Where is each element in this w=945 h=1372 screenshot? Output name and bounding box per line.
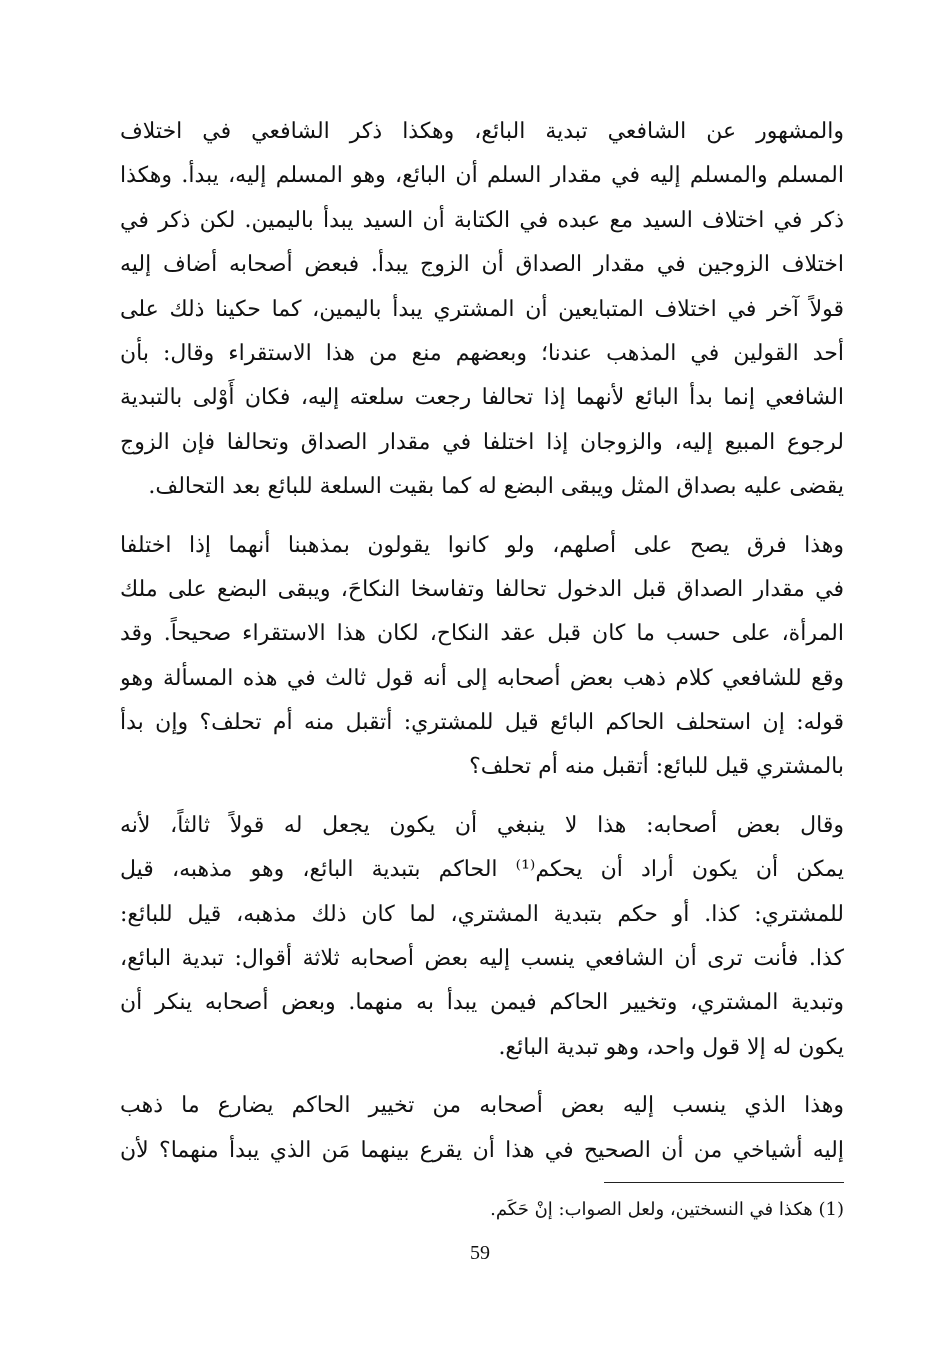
text-line: إليه أشياخي من أن الصحيح في هذا أن يقرع بينهما مَن الذي يبدأ منهما؟ لأن bbox=[120, 1137, 844, 1163]
text-line: ذكر في اختلاف السيد مع عبده في الكتابة أن السيد يبدأ باليمين. لكن ذكر في bbox=[120, 207, 844, 233]
text-line: وتبدية المشتري، وتخيير الحاكم فيمن يبدأ به منهما. وبعض أصحابه ينكر أن bbox=[120, 990, 844, 1016]
text-line: للمشتري: كذا. أو حكم بتبدية المشتري، لما كان ذلك مذهبه، قيل للبائع: bbox=[120, 901, 844, 927]
paragraph-2 bbox=[120, 524, 844, 790]
text-line: قوله: إن استحلف الحاكم البائع قيل للمشتري: أتقبل منه أم تحلف؟ وإن بدأ bbox=[120, 710, 844, 736]
text-line: قولاً آخر في اختلاف المتبايعين أن المشتري يبدأ باليمين، كما حكينا ذلك على bbox=[120, 296, 844, 322]
text-line: الشافعي إنما بدأ البائع لأنهما إذا تحالفا رجعت سلعته إليه، فكان أَوْلى بالتبدية bbox=[120, 385, 844, 411]
paragraph-3 bbox=[120, 804, 844, 1070]
text-line: يمكن أن يكون أراد أن يحكم⁽¹⁾ الحاكم بتبدية البائع، وهو مذهبه، قيل bbox=[120, 857, 844, 883]
text-line: المسلم والمسلم إليه في مقدار السلم أن البائع، وهو المسلم إليه، يبدأ. وهكذا bbox=[120, 163, 844, 189]
text-line: بالمشتري قيل للبائع: أتقبل منه أم تحلف؟ bbox=[469, 754, 844, 780]
paragraph-1 bbox=[120, 110, 844, 510]
text-line: كذا. فأنت ترى أن الشافعي ينسب إليه بعض أصحابه ثلاثة أقوال: تبدية البائع، bbox=[120, 946, 844, 972]
footnote: (1) هكذا في النسختين، ولعل الصواب: إنْ حَكَم. bbox=[490, 1199, 844, 1220]
text-line: في مقدار الصداق قبل الدخول تحالفا وتفاسخا النكاحَ، ويبقى البضع على ملك bbox=[120, 576, 844, 602]
text-line: وقال بعض أصحابه: هذا لا ينبغي أن يكون يجعل له قولاً ثالثاً، لأنه bbox=[120, 812, 844, 838]
text-line: المرأة، على حسب ما كان قبل عقد النكاح، لكان هذا الاستقراء صحيحاً. وقد bbox=[120, 621, 844, 647]
text-line: يكون له إلا قول واحد، وهو تبدية البائع. bbox=[498, 1034, 844, 1060]
text-line: يقضى عليه بصداق المثل ويبقى البضع له كما بقيت السلعة للبائع بعد التحالف. bbox=[148, 474, 844, 500]
text-line: أحد القولين في المذهب عندنا؛ وبعضهم منع من هذا الاستقراء وقال: بأن bbox=[120, 340, 844, 366]
footnote-separator bbox=[604, 1182, 844, 1183]
text-line: لرجوع المبيع إليه، والزوجان إذا اختلفا في مقدار الصداق وتحالفا فإن الزوج bbox=[120, 429, 844, 455]
text-line: وهذا فرق يصح على أصلهم، ولو كانوا يقولون بمذهبنا أنهما إذا اختلفا bbox=[120, 532, 844, 558]
main-text bbox=[120, 110, 844, 1173]
text-line: وهذا الذي ينسب إليه بعض أصحابه من تخيير الحاكم يضارع ما ذهب bbox=[120, 1093, 844, 1119]
text-line: اختلاف الزوجين في مقدار الصداق أن الزوج يبدأ. فبعض أصحابه أضاف إليه bbox=[120, 252, 844, 278]
text-line: وقع للشافعي كلام ذهب بعض أصحابه إلى أنه قول ثالث في هذه المسألة وهو bbox=[120, 665, 844, 691]
text-line: والمشهور عن الشافعي تبدية البائع، وهكذا ذكر الشافعي في اختلاف bbox=[120, 119, 844, 144]
paragraph-4 bbox=[120, 1084, 844, 1173]
page-number: 59 bbox=[470, 1242, 490, 1264]
